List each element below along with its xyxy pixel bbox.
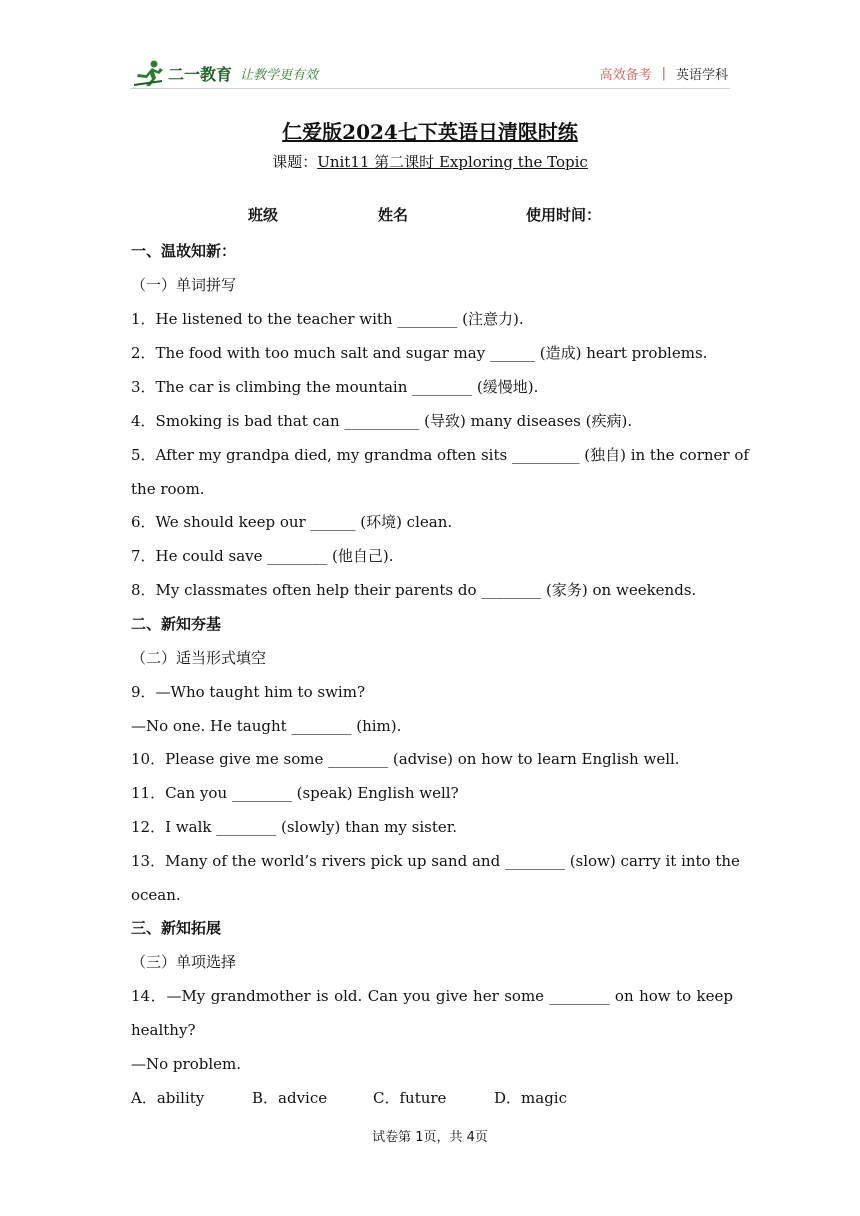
page-footer: 试卷第 1页，共 4页 <box>372 1130 488 1145</box>
section-heading: 一、温故知新： <box>131 242 237 260</box>
question-9-answer: —No one. He taught ________ (him). <box>131 717 402 735</box>
header-separator: | <box>661 66 666 81</box>
question-13-cont: ocean. <box>131 886 181 904</box>
page-title: 仁爱版2024七下英语日清限时练 <box>282 120 578 144</box>
page-subtitle <box>0 151 860 172</box>
question-12: 12．I walk ________ (slowly) than my sister. <box>131 818 458 836</box>
question-5-cont: the room. <box>131 480 205 498</box>
question-1: 1．He listened to the teacher with ________ (注意力). <box>131 310 524 328</box>
runner-logo-icon <box>132 59 166 87</box>
option-a: A．ability <box>131 1089 205 1107</box>
header-divider <box>130 88 730 89</box>
subtitle-prefix: 课题： <box>272 153 318 171</box>
logo-slogan: 让教学更有效 <box>240 67 319 83</box>
question-5: 5．After my grandpa died, my grandma often sits _________ (独自) in the corner of <box>131 446 749 464</box>
subsection-heading: （二）适当形式填空 <box>131 649 267 667</box>
header-subject: 英语学科 <box>675 68 728 83</box>
question-7: 7．He could save ________ (他自己). <box>131 547 394 565</box>
time-label: 使用时间： <box>526 206 602 224</box>
option-d: D．magic <box>494 1089 567 1107</box>
question-9: 9．—Who taught him to swim? <box>131 683 365 701</box>
logo <box>132 58 318 88</box>
question-14: 14．—My grandmother is old. Can you give her some ________ on how to keep <box>131 987 733 1005</box>
option-b: B．advice <box>252 1089 328 1107</box>
question-3: 3．The car is climbing the mountain ________ (缓慢地). <box>131 378 539 396</box>
header-right <box>600 64 728 83</box>
question-4: 4．Smoking is bad that can __________ (导致) many diseases (疾病). <box>131 412 633 430</box>
subsection-heading: （三）单项选择 <box>131 953 237 971</box>
section-heading: 三、新知拓展 <box>131 919 222 937</box>
option-c: C．future <box>373 1089 447 1107</box>
question-11: 11．Can you ________ (speak) English well? <box>131 784 459 802</box>
subtitle-topic: Unit11 第二课时 Exploring the Topic <box>317 153 588 171</box>
question-14-cont: healthy? <box>131 1021 196 1039</box>
class-label: 班级 <box>248 206 279 224</box>
section-heading: 二、新知夯基 <box>131 615 222 633</box>
question-2: 2．The food with too much salt and sugar may ______ (造成) heart problems. <box>131 344 708 362</box>
question-14-answer: —No problem. <box>131 1055 241 1073</box>
question-10: 10．Please give me some ________ (advise) on how to learn English well. <box>131 750 680 768</box>
name-label: 姓名 <box>378 206 409 224</box>
header-tag: 高效备考 <box>599 68 652 83</box>
question-13: 13．Many of the world’s rivers pick up sand and ________ (slow) carry it into the <box>131 852 740 870</box>
subsection-heading: （一）单词拼写 <box>131 276 237 294</box>
question-8: 8．My classmates often help their parents do ________ (家务) on weekends. <box>131 581 697 599</box>
logo-text: 二一教育 <box>168 64 233 84</box>
question-6: 6．We should keep our ______ (环境) clean. <box>131 513 453 531</box>
